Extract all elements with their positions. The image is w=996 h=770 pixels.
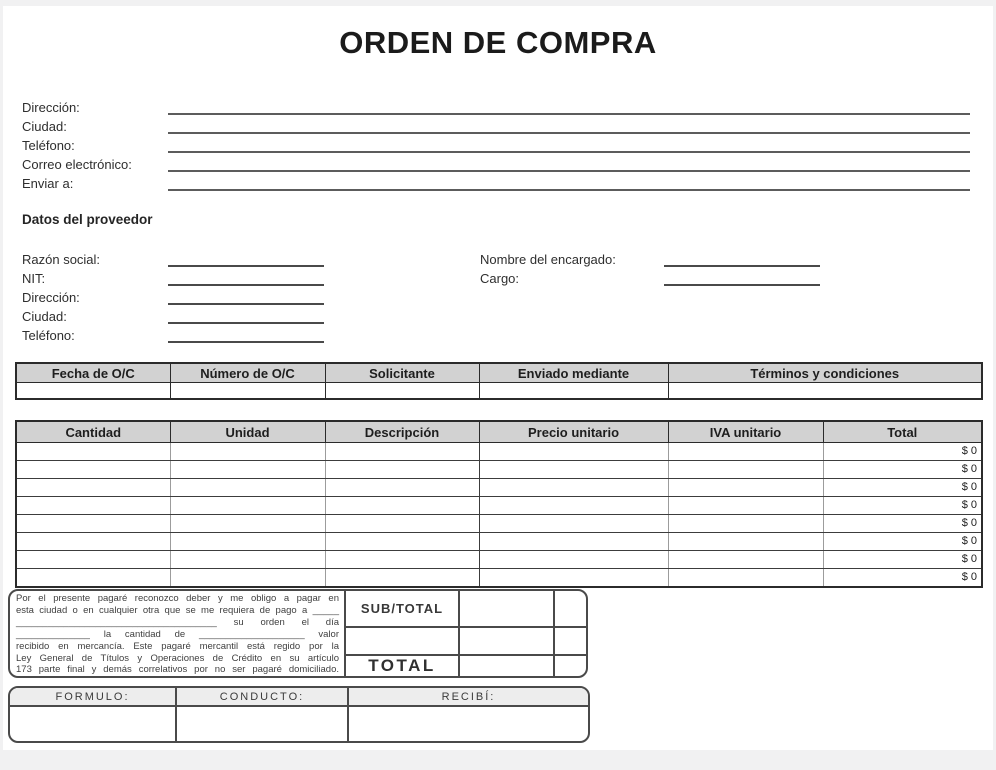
recibi-label: RECIBÍ: — [441, 690, 496, 703]
item-cell[interactable] — [479, 551, 668, 569]
item-cell[interactable] — [170, 461, 325, 479]
provider-row-cargo — [480, 271, 840, 288]
header-total: Total — [823, 421, 982, 443]
item-cell[interactable] — [16, 497, 170, 515]
item-total-cell: $ 0 — [823, 497, 982, 515]
item-cell[interactable] — [479, 515, 668, 533]
field-label: Teléfono: — [22, 138, 75, 153]
header-enviado-mediante: Enviado mediante — [479, 363, 668, 383]
item-cell[interactable] — [325, 533, 479, 551]
header-cantidad: Cantidad — [16, 421, 170, 443]
items-row — [16, 533, 982, 551]
items-row — [16, 443, 982, 461]
item-total-cell: $ 0 — [823, 461, 982, 479]
header-fecha-oc: Fecha de O/C — [16, 363, 170, 383]
item-cell[interactable] — [668, 479, 823, 497]
provider-row-encargado — [480, 252, 840, 269]
fill-line-provider-direccion[interactable] — [168, 303, 324, 305]
header-unidad: Unidad — [170, 421, 325, 443]
middle-label-cell — [346, 626, 458, 654]
item-cell[interactable] — [325, 461, 479, 479]
order-info-input-row — [16, 383, 982, 400]
provider-row-direccion — [22, 290, 974, 307]
pagare-line: 173 parte final y demás correlativos por no ser pagaré domiciliado. — [16, 664, 339, 676]
header-numero-oc: Número de O/C — [170, 363, 325, 383]
pagare-line: esta ciudad o en cualquier otra que se me requiera de pago a _____ — [16, 604, 339, 616]
item-cell[interactable] — [325, 443, 479, 461]
fill-line-correo[interactable] — [168, 170, 970, 172]
item-cell[interactable] — [668, 533, 823, 551]
header-terminos: Términos y condiciones — [668, 363, 982, 383]
item-cell[interactable] — [668, 569, 823, 588]
header-iva-unitario: IVA unitario — [668, 421, 823, 443]
fill-line-cargo[interactable] — [664, 284, 820, 286]
middle-extra-cell[interactable] — [553, 626, 586, 654]
item-cell[interactable] — [170, 515, 325, 533]
pagare-line: Ley General de Títulos y Operaciones de Crédito en su artículo — [16, 652, 339, 664]
subtotal-extra-cell[interactable] — [553, 591, 586, 626]
provider-row-ciudad — [22, 309, 974, 326]
items-row — [16, 569, 982, 588]
recibi-signature-cell[interactable] — [347, 707, 588, 741]
field-label: Correo electrónico: — [22, 157, 132, 172]
pagare-line: ______________ la cantidad de ____________________ valor — [16, 628, 339, 640]
item-cell[interactable] — [668, 515, 823, 533]
subtotal-label: SUB/TOTAL — [360, 601, 444, 616]
pagare-line: recibido en mercancía. Este pagaré mercantil está regido por la — [16, 640, 339, 652]
item-cell[interactable] — [479, 443, 668, 461]
totals-grid — [346, 591, 586, 676]
page-margin-left — [0, 0, 3, 770]
items-table — [15, 420, 983, 588]
fill-line-nit[interactable] — [168, 284, 324, 286]
field-label: Razón social: — [22, 252, 101, 267]
item-cell[interactable] — [170, 497, 325, 515]
fill-line-encargado[interactable] — [664, 265, 820, 267]
pagare-line: ______________________________________ su orden el día — [16, 616, 339, 628]
fill-line-provider-ciudad[interactable] — [168, 322, 324, 324]
fill-line-ciudad[interactable] — [168, 132, 970, 134]
formulo-signature-cell[interactable] — [10, 707, 175, 741]
total-extra-cell[interactable] — [553, 654, 586, 676]
fill-line-razon-social[interactable] — [168, 265, 324, 267]
pagare-legal-text — [10, 591, 346, 676]
fill-line-direccion[interactable] — [168, 113, 970, 115]
items-row — [16, 551, 982, 569]
provider-section-heading: Datos del proveedor — [22, 212, 153, 227]
shipto-row-telefono — [22, 138, 974, 155]
pagare-line: Por el presente pagaré reconozco deber y me obligo a pagar en — [16, 593, 339, 604]
item-cell[interactable] — [170, 551, 325, 569]
item-total-cell: $ 0 — [823, 443, 982, 461]
fill-line-enviar-a[interactable] — [168, 189, 970, 191]
item-cell[interactable] — [325, 497, 479, 515]
subtotal-value-cell[interactable] — [458, 591, 553, 626]
items-header-row — [16, 421, 982, 443]
formulo-header-cell — [10, 688, 175, 707]
page-margin-bottom — [0, 750, 996, 770]
fill-line-telefono[interactable] — [168, 151, 970, 153]
field-label: Teléfono: — [22, 328, 75, 343]
item-cell[interactable] — [170, 569, 325, 588]
shipto-row-enviar-a — [22, 176, 974, 193]
item-cell[interactable] — [325, 551, 479, 569]
item-cell[interactable] — [479, 497, 668, 515]
items-row — [16, 461, 982, 479]
item-cell[interactable] — [16, 551, 170, 569]
field-label: Dirección: — [22, 100, 80, 115]
items-row — [16, 515, 982, 533]
shipto-row-ciudad — [22, 119, 974, 136]
item-cell[interactable] — [668, 443, 823, 461]
item-cell[interactable] — [16, 461, 170, 479]
item-total-cell: $ 0 — [823, 569, 982, 588]
shipto-row-correo — [22, 157, 974, 174]
item-cell[interactable] — [479, 533, 668, 551]
formulo-label: FORMULO: — [55, 690, 130, 703]
total-label: TOTAL — [368, 656, 436, 675]
item-cell[interactable] — [16, 569, 170, 588]
items-row — [16, 479, 982, 497]
input-cell-fecha-oc[interactable] — [16, 383, 170, 400]
middle-value-cell[interactable] — [458, 626, 553, 654]
item-cell[interactable] — [16, 533, 170, 551]
item-cell[interactable] — [479, 479, 668, 497]
input-cell-enviado-mediante[interactable] — [479, 383, 668, 400]
item-cell[interactable] — [16, 479, 170, 497]
item-cell[interactable] — [325, 515, 479, 533]
item-total-cell: $ 0 — [823, 533, 982, 551]
pagare-totals-box — [8, 589, 588, 678]
header-descripcion: Descripción — [325, 421, 479, 443]
order-info-header-row — [16, 363, 982, 383]
item-total-cell: $ 0 — [823, 551, 982, 569]
fill-line-provider-telefono[interactable] — [168, 341, 324, 343]
page-margin-top — [0, 0, 996, 6]
input-cell-solicitante[interactable] — [325, 383, 479, 400]
provider-row-telefono — [22, 328, 974, 345]
item-cell[interactable] — [325, 479, 479, 497]
field-label: Ciudad: — [22, 309, 67, 324]
item-total-cell: $ 0 — [823, 479, 982, 497]
field-label: Enviar a: — [22, 176, 74, 191]
item-cell[interactable] — [16, 443, 170, 461]
item-cell[interactable] — [325, 569, 479, 588]
subtotal-label-cell — [346, 591, 458, 626]
field-label: Dirección: — [22, 290, 80, 305]
shipto-row-direccion — [22, 100, 974, 117]
field-label: Cargo: — [480, 271, 520, 286]
input-cell-numero-oc[interactable] — [170, 383, 325, 400]
item-cell[interactable] — [479, 461, 668, 479]
item-cell[interactable] — [170, 533, 325, 551]
signature-box — [8, 686, 590, 743]
page-title: ORDEN DE COMPRA — [339, 25, 657, 60]
item-cell[interactable] — [668, 497, 823, 515]
item-total-cell: $ 0 — [823, 515, 982, 533]
field-label: Nombre del encargado: — [480, 252, 616, 267]
item-cell[interactable] — [479, 569, 668, 588]
item-cell[interactable] — [16, 515, 170, 533]
total-value-cell[interactable] — [458, 654, 553, 676]
item-cell[interactable] — [170, 443, 325, 461]
items-row — [16, 497, 982, 515]
input-cell-terminos[interactable] — [668, 383, 982, 400]
item-cell[interactable] — [668, 461, 823, 479]
conducto-label: CONDUCTO: — [219, 690, 305, 703]
conducto-header-cell — [175, 688, 347, 707]
total-label-cell — [346, 654, 458, 676]
item-cell[interactable] — [668, 551, 823, 569]
order-info-table — [15, 362, 983, 400]
header-solicitante: Solicitante — [325, 363, 479, 383]
field-label: Ciudad: — [22, 119, 67, 134]
item-cell[interactable] — [170, 479, 325, 497]
conducto-signature-cell[interactable] — [175, 707, 347, 741]
header-precio-unitario: Precio unitario — [479, 421, 668, 443]
field-label: NIT: — [22, 271, 46, 286]
recibi-header-cell — [347, 688, 588, 707]
